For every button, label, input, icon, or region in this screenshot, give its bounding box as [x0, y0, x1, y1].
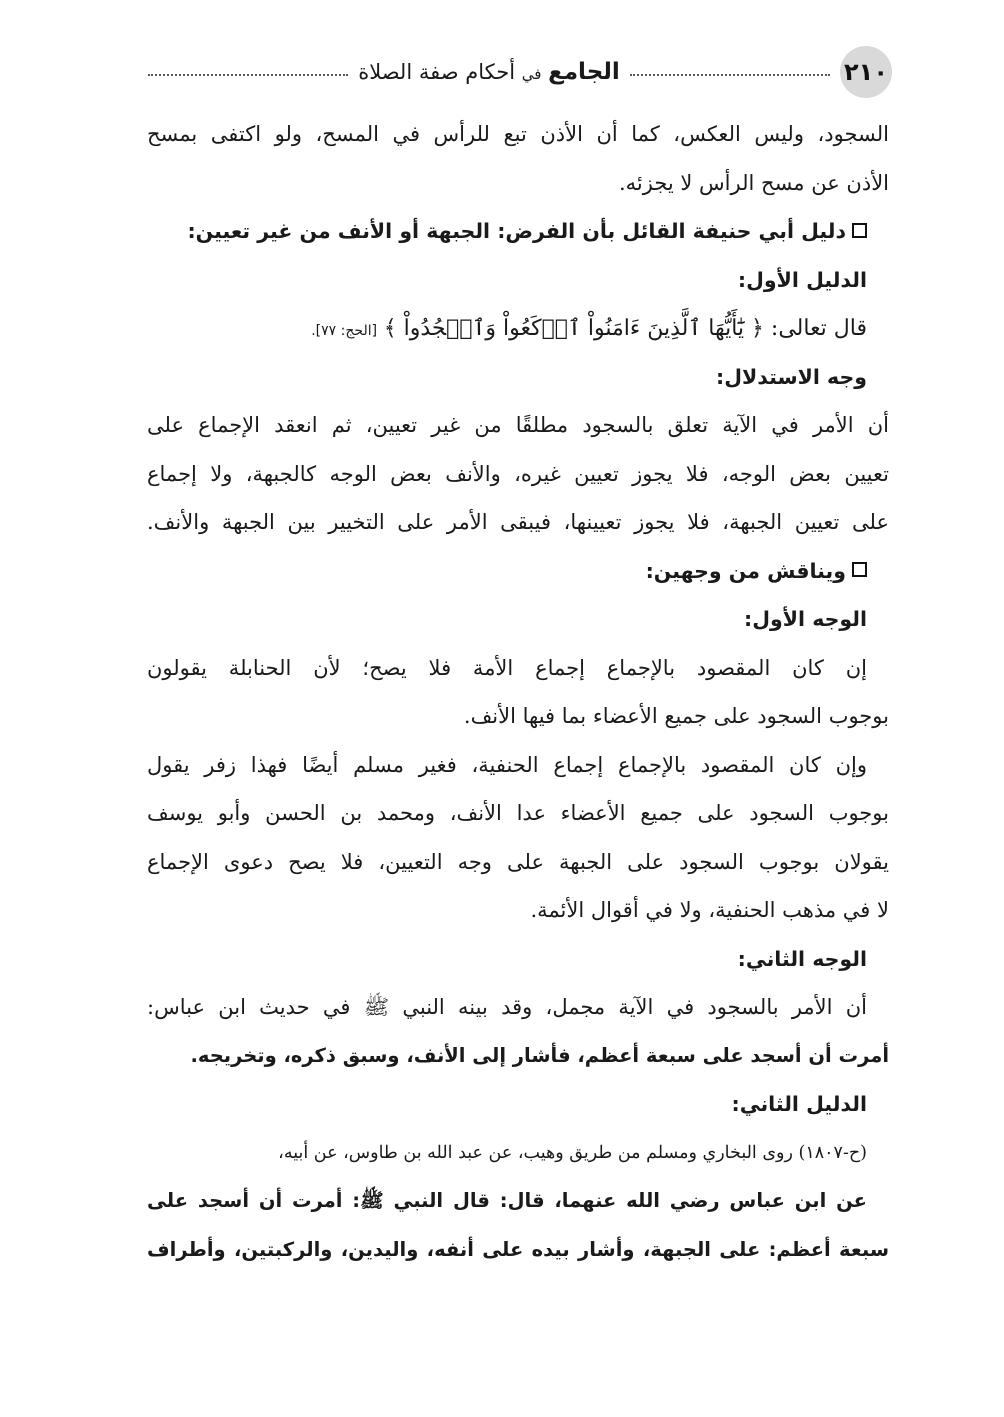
paragraph-line: يقولان بوجوب السجود على الجبهة على وجه التعيين، فلا يصح دعوى الإجماع	[147, 849, 889, 874]
hadith-text-bold: عن ابن عباس رضي الله عنهما، قال: قال النبي ﷺ: أمرت أن أسجد على	[147, 1189, 867, 1212]
paragraph-line: على تعيين الجبهة، فلا يجوز تعيينها، فيبقى الأمر على التخيير بين الجبهة والأنف.	[147, 510, 889, 534]
section-heading-text: ويناقش من وجهين:	[645, 558, 846, 583]
verse-reference: [الحج: ٧٧].	[311, 323, 378, 339]
book-title	[358, 59, 620, 85]
subheading: الوجه الأول:	[744, 607, 867, 631]
paragraph-line: وإن كان المقصود بالإجماع إجماع الحنفية، فغير مسلم أيضًا فهذا زفر يقول	[147, 752, 867, 777]
paragraph-line: أن الأمر بالسجود في الآية مجمل، وقد بينه النبي ﷺ في حديث ابن عباس:	[147, 995, 867, 1019]
paragraph-line: السجود، وليس العكس، كما أن الأذن تبع للرأس في المسح، ولو اكتفى بمسح	[147, 122, 889, 146]
checkbox-bullet-icon	[852, 223, 867, 238]
header-rule-left	[148, 74, 348, 76]
book-title-main: الجامع	[548, 59, 620, 85]
hadith-chain: (ح-١٨٠٧) روى البخاري ومسلم من طريق وهيب، عن عبد الله بن طاوس، عن أبيه،	[278, 1142, 867, 1163]
paragraph-line: إن كان المقصود بالإجماع إجماع الأمة فلا يصح؛ لأن الحنابلة يقولون	[147, 655, 867, 680]
section-heading-text: دليل أبي حنيفة القائل بأن الفرض: الجبهة أو الأنف من غير تعيين:	[187, 219, 846, 243]
paragraph-line: الأذن عن مسح الرأس لا يجزئه.	[618, 170, 889, 195]
subheading: الدليل الثاني:	[731, 1092, 867, 1116]
verse-line	[147, 304, 889, 353]
hadith-text-bold: سبعة أعظم: على الجبهة، وأشار بيده على أنفه، واليدين، والركبتين، وأطراف	[147, 1237, 889, 1261]
subheading: الوجه الثاني:	[737, 946, 867, 971]
section-heading	[147, 207, 889, 256]
page-number: ٢١٠	[840, 46, 892, 98]
hadith-text-bold: أمرت أن أسجد على سبعة أعظم، فأشار إلى الأنف، وسبق ذكره، وتخريجه.	[190, 1043, 889, 1067]
section-heading	[147, 547, 889, 596]
subheading: وجه الاستدلال:	[716, 364, 867, 389]
quran-verse: قال تعالى: ﴿ يَٰٓأَيُّهَا ٱلَّذِينَ ءَامَنُواْ ٱرۡكَعُواْ وَٱسۡجُدُواْ ﴾	[383, 316, 867, 341]
book-title-connector: في	[521, 65, 542, 83]
paragraph-line: تعيين بعض الوجه، فلا يجوز تعيين غيره، والأنف بعض الوجه كالجبهة، ولا إجماع	[147, 461, 889, 486]
checkbox-bullet-icon	[852, 562, 867, 577]
paragraph-line: أن الأمر في الآية تعلق بالسجود مطلقًا من غير تعيين، ثم انعقد الإجماع على	[147, 413, 889, 437]
page-body	[147, 110, 889, 1274]
paragraph-line: بوجوب السجود على جميع الأعضاء بما فيها الأنف.	[463, 704, 889, 728]
paragraph-line: بوجوب السجود على جميع الأعضاء عدا الأنف، ومحمد بن الحسن وأبو يوسف	[147, 801, 889, 825]
page-header	[148, 44, 892, 100]
subheading: الدليل الأول:	[737, 267, 867, 292]
header-rule-right	[630, 74, 830, 76]
paragraph-line: لا في مذهب الحنفية، ولا في أقوال الأئمة.	[530, 898, 889, 922]
book-title-rest: أحكام صفة الصلاة	[358, 60, 516, 84]
